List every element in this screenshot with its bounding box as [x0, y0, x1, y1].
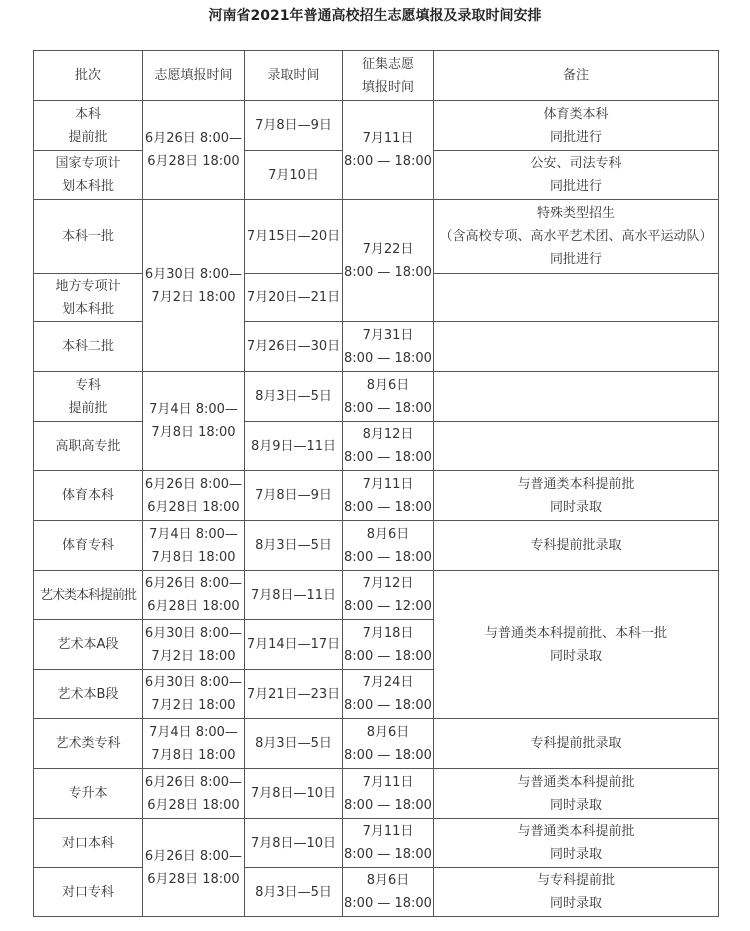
table-row: [34, 719, 719, 769]
remarks-cell: [434, 372, 719, 422]
admit-time-cell: 7月8日—9日: [245, 471, 343, 521]
admit-time-cell: 8月3日—5日: [245, 521, 343, 571]
admit-time-cell: 7月8日—10日: [245, 769, 343, 819]
batch-cell: 高职高专批: [34, 422, 143, 471]
admit-time-cell: 7月15日—20日: [245, 200, 343, 274]
header-admit-time: 录取时间: [245, 51, 343, 101]
supp-time-cell: 8月6日 8:00 — 18:00: [343, 372, 434, 422]
supp-time-cell: 7月11日 8:00 — 18:00: [343, 819, 434, 868]
supp-time-cell: 7月31日 8:00 — 18:00: [343, 322, 434, 372]
supp-time-cell: 8月12日 8:00 — 18:00: [343, 422, 434, 471]
remarks-cell: 与普通类本科提前批 同时录取: [434, 471, 719, 521]
admit-time-cell: 8月3日—5日: [245, 868, 343, 917]
batch-cell: 地方专项计 划本科批: [34, 274, 143, 322]
supp-time-cell: 7月12日 8:00 — 12:00: [343, 571, 434, 620]
batch-cell: 对口本科: [34, 819, 143, 868]
supp-time-cell: 7月18日 8:00 — 18:00: [343, 620, 434, 670]
supp-time-cell: 7月11日 8:00 — 18:00: [343, 471, 434, 521]
admit-time-cell: 8月3日—5日: [245, 719, 343, 769]
table-row: [34, 422, 719, 471]
admit-time-cell: 7月10日: [245, 151, 343, 200]
table-row: [34, 769, 719, 819]
fill-time-cell: 6月26日 8:00— 6月28日 18:00: [143, 101, 245, 200]
header-fill-time: 志愿填报时间: [143, 51, 245, 101]
table-row: [34, 372, 719, 422]
fill-time-cell: 6月26日 8:00— 6月28日 18:00: [143, 571, 245, 620]
supp-time-cell: 7月11日 8:00 — 18:00: [343, 101, 434, 200]
remarks-cell: 与普通类本科提前批 同时录取: [434, 819, 719, 868]
batch-cell: 本科二批: [34, 322, 143, 372]
table-row: [34, 868, 719, 917]
supp-time-cell: 7月11日 8:00 — 18:00: [343, 769, 434, 819]
table-row: [34, 471, 719, 521]
admit-time-cell: 7月8日—11日: [245, 571, 343, 620]
table-row: [34, 819, 719, 868]
batch-cell: 艺术本A段: [34, 620, 143, 670]
header-remarks: 备注: [434, 51, 719, 101]
batch-cell: 本科 提前批: [34, 101, 143, 151]
schedule-table: [33, 50, 719, 917]
batch-cell: 对口专科: [34, 868, 143, 917]
fill-time-cell: 6月30日 8:00— 7月2日 18:00: [143, 620, 245, 670]
admit-time-cell: 7月20日—21日: [245, 274, 343, 322]
remarks-cell: [434, 274, 719, 322]
batch-cell: 艺术类本科提前批: [34, 571, 143, 620]
batch-cell: 本科一批: [34, 200, 143, 274]
table-row: [34, 101, 719, 151]
remarks-cell: 与专科提前批 同时录取: [434, 868, 719, 917]
fill-time-cell: 7月4日 8:00— 7月8日 18:00: [143, 372, 245, 471]
fill-time-cell: 6月30日 8:00— 7月2日 18:00: [143, 200, 245, 372]
supp-time-cell: 7月22日 8:00 — 18:00: [343, 200, 434, 322]
admit-time-cell: 7月14日—17日: [245, 620, 343, 670]
table-header-row: [34, 51, 719, 101]
supp-time-cell: 8月6日 8:00 — 18:00: [343, 521, 434, 571]
remarks-cell: 专科提前批录取: [434, 521, 719, 571]
admit-time-cell: 7月8日—9日: [245, 101, 343, 151]
header-batch: 批次: [34, 51, 143, 101]
table-row: [34, 521, 719, 571]
batch-cell: 专升本: [34, 769, 143, 819]
fill-time-cell: 6月26日 8:00— 6月28日 18:00: [143, 819, 245, 917]
table-row: [34, 322, 719, 372]
remarks-cell: 体育类本科 同批进行: [434, 101, 719, 151]
admit-time-cell: 7月8日—10日: [245, 819, 343, 868]
remarks-cell: 公安、司法专科 同批进行: [434, 151, 719, 200]
batch-cell: 专科 提前批: [34, 372, 143, 422]
page-title: 河南省2021年普通高校招生志愿填报及录取时间安排: [208, 8, 542, 24]
remarks-cell: [434, 422, 719, 471]
supp-time-cell: 7月24日 8:00 — 18:00: [343, 670, 434, 719]
admit-time-cell: 7月26日—30日: [245, 322, 343, 372]
fill-time-cell: 6月26日 8:00— 6月28日 18:00: [143, 471, 245, 521]
batch-cell: 艺术类专科: [34, 719, 143, 769]
header-supp-time: 征集志愿 填报时间: [343, 51, 434, 101]
admit-time-cell: 8月9日—11日: [245, 422, 343, 471]
fill-time-cell: 6月30日 8:00— 7月2日 18:00: [143, 670, 245, 719]
remarks-cell: 与普通类本科提前批、本科一批 同时录取: [434, 571, 719, 719]
remarks-cell: 专科提前批录取: [434, 719, 719, 769]
table-row: [34, 571, 719, 620]
fill-time-cell: 6月26日 8:00— 6月28日 18:00: [143, 769, 245, 819]
batch-cell: 体育专科: [34, 521, 143, 571]
supp-time-cell: 8月6日 8:00 — 18:00: [343, 719, 434, 769]
fill-time-cell: 7月4日 8:00— 7月8日 18:00: [143, 719, 245, 769]
batch-cell: 体育本科: [34, 471, 143, 521]
table-row: [34, 200, 719, 274]
fill-time-cell: 7月4日 8:00— 7月8日 18:00: [143, 521, 245, 571]
remarks-cell: [434, 322, 719, 372]
batch-cell: 艺术本B段: [34, 670, 143, 719]
admit-time-cell: 7月21日—23日: [245, 670, 343, 719]
remarks-cell: 特殊类型招生 （含高校专项、高水平艺术团、高水平运动队） 同批进行: [434, 200, 719, 274]
batch-cell: 国家专项计 划本科批: [34, 151, 143, 200]
remarks-cell: 与普通类本科提前批 同时录取: [434, 769, 719, 819]
admit-time-cell: 8月3日—5日: [245, 372, 343, 422]
supp-time-cell: 8月6日 8:00 — 18:00: [343, 868, 434, 917]
